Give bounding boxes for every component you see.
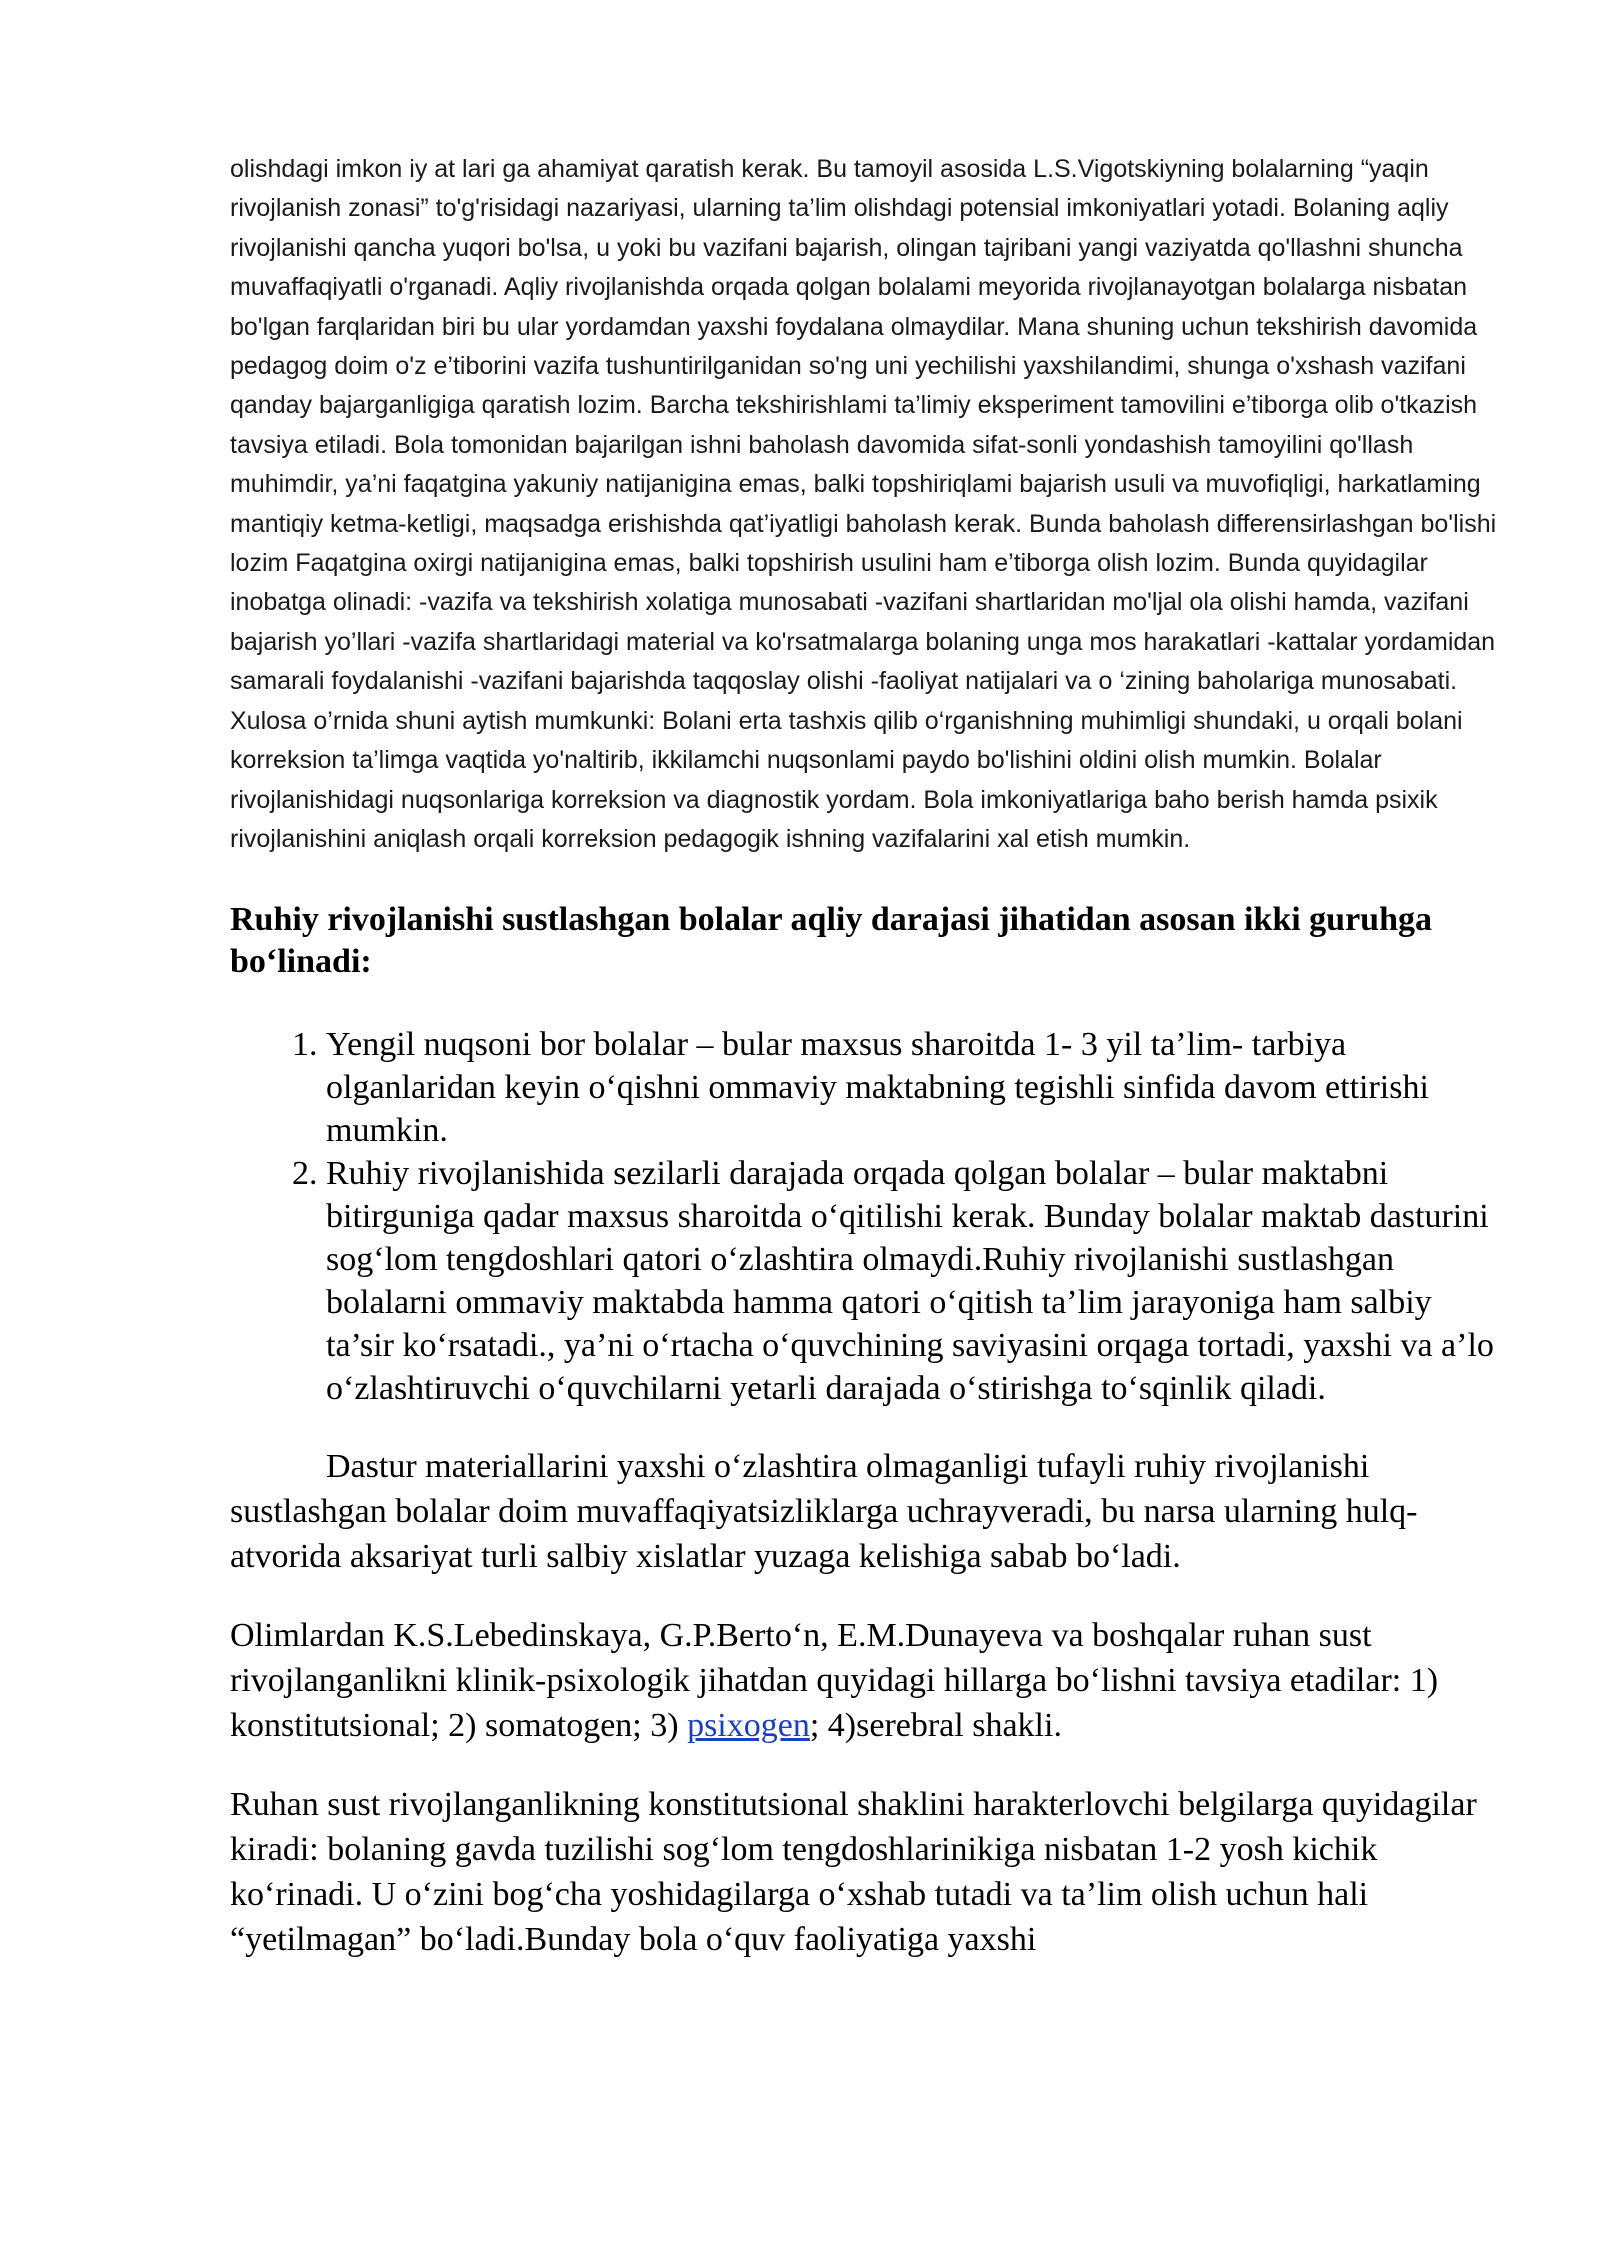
group-list [230, 1023, 1500, 1410]
document-page [230, 150, 1500, 1962]
list-item: 2. Ruhiy rivojlanishida sezilarli darajada orqada qolgan bolalar – bular maktabni bitirguniga qadar maxsus sharoitda o‘qitilishi kerak. Bunday bolalar maktab dasturini sog‘lom tengdoshlari qatori o‘zlashtira olmaydi.Ruhiy rivojlanishi sustlashgan bolalarni ommaviy maktabda hamma qatori o‘qitish ta’lim jarayoniga ham salbiy ta’sir ko‘rsatadi., ya’ni o‘rtacha o‘quvchining saviyasini orqaga tortadi, yaxshi va a’lo o‘zlashtiruvchi o‘quvchilarni yetarli darajada o‘stirishga to‘sqinlik qiladi. [326, 1152, 1500, 1410]
list-item: 1. Yengil nuqsoni bor bolalar – bular maxsus sharoitda 1- 3 yil ta’lim- tarbiya olganlaridan keyin o‘qishni ommaviy maktabning tegishli sinfida davom ettirishi mumkin. [326, 1023, 1500, 1152]
paragraph-dastur: Dastur materiallarini yaxshi o‘zlashtira olmaganligi tufayli ruhiy rivojlanishi sustlashgan bolalar doim muvaffaqiyatsizliklarga uchrayveradi, bu narsa ularning hulq-atvorida aksariyat turli salbiy xislatlar yuzaga kelishiga sabab bo‘ladi. [230, 1448, 1418, 1576]
paragraph-ruhan: Ruhan sust rivojlanganlikning konstitutsional shaklini harakterlovchi belgilarga quyidagilar kiradi: bolaning gavda tuzilishi sog‘lom tengdoshlarinikiga nisbatan 1-2 yosh kichik ko‘rinadi. U o‘zini bog‘cha yoshidagilarga o‘xshab tutadi va ta’lim olish uchun hali “yetilmagan” bo‘ladi.Bunday bola o‘quv faoliyatiga yaxshi [230, 1786, 1477, 1959]
paragraph-olimlar [230, 1613, 1500, 1748]
paragraph-olimlar-tail: ; 4)serebral shakli. [809, 1707, 1062, 1745]
paragraph-olimlar-text: Olimlardan K.S.Lebedinskaya, G.P.Berto‘n, E.M.Dunayeva va boshqalar ruhan sust rivojlanganlikni klinik-psixologik jihatdan quyidagi hillarga bo‘lishni tavsiya etadilar: 1) konstitutsional; 2) somatogen; 3) [230, 1617, 1439, 1745]
psixogen-link[interactable]: psixogen [687, 1707, 810, 1745]
intro-paragraph: olishdagi imkon iy at lari ga ahamiyat qaratish kerak. Bu tamoyil asosida L.S.Vigotskiyning bolalarning “yaqin rivojlanish zonasi” to'g'risidagi nazariyasi, ularning ta’lim olishdagi potensial imkoniyatlari yotadi. Bolaning aqliy rivojlanishi qancha yuqori bo'lsa, u yoki bu vazifani bajarish, olingan tajribani yangi vaziyatda qo'llashni shuncha muvaffaqiyatli o'rganadi. Aqliy rivojlanishda orqada qolgan bolalami meyorida rivojlanayotgan bolalarga nisbatan bo'lgan farqlaridan biri bu ular yordamdan yaxshi foydalana olmaydilar. Mana shuning uchun tekshirish davomida pedagog doim o'z e’tiborini vazifa tushuntirilganidan so'ng uni yechilishi yaxshilandimi, shunga o'xshash vazifani qanday bajarganligiga qaratish lozim. Barcha tekshirishlami ta’limiy eksperiment tamovilini e’tiborga olib o'tkazish tavsiya etiladi. Bola tomonidan bajarilgan ishni baholash davomida sifat-sonli yondashish tamoyilini qo'llash muhimdir, ya’ni faqatgina yakuniy natijanigina emas, balki topshiriqlami bajarish usuli va muvofiqligi, harkatlaming mantiqiy ketma-ketligi, maqsadga erishishda qat’iyatligi baholash kerak. Bunda baholash differensirlashgan bo'lishi lozim Faqatgina oxirgi natijanigina emas, balki topshirish usulini ham e’tiborga olish lozim. Bunda quyidagilar inobatga olinadi: -vazifa va tekshirish xolatiga munosabati -vazifani shartlaridan mo'ljal ola olishi hamda, vazifani bajarish yo’llari -vazifa shartlaridagi material va ko'rsatmalarga bolaning unga mos harakatlari -kattalar yordamidan samarali foydalanishi -vazifani bajarishda taqqoslay olishi -faoliyat natijalari va o ‘zining baholariga munosabati. Xulosa o’rnida shuni aytish mumkunki: Bolani erta tashxis qilib o‘rganishning muhimligi shundaki, u orqali bolani korreksion ta’limga vaqtida yo'naltirib, ikkilamchi nuqsonlami paydo bo'lishini oldini olish mumkin. Bolalar rivojlanishidagi nuqsonlariga korreksion va diagnostik yordam. Bola imkoniyatlariga baho berish hamda psixik rivojlanishini aniqlash orqali korreksion pedagogik ishning vazifalarini xal etish mumkin. [230, 155, 1497, 853]
section-heading: Ruhiy rivojlanishi sustlashgan bolalar aqliy darajasi jihatidan asosan ikki guruhga bo‘linadi: [230, 901, 1433, 981]
